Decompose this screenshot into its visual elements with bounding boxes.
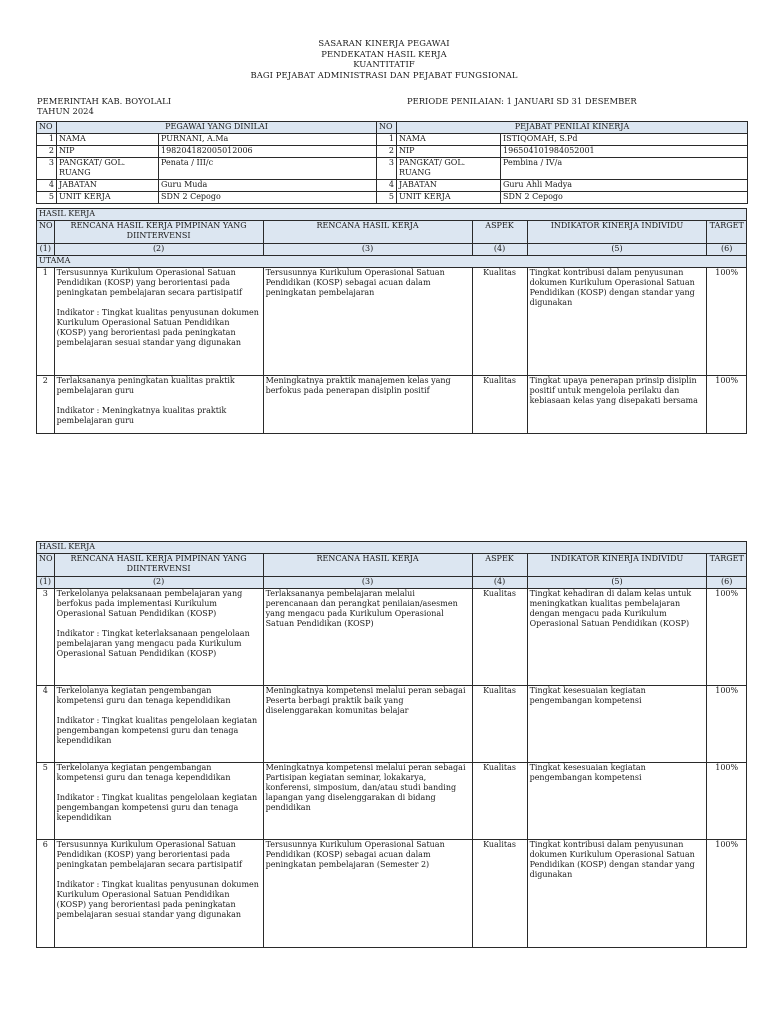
intervention-plan: Terkelolanya pelaksanaan pembelajaran yang berfokus pada implementasi Kurikulum Operasional Satuan Pendidikan (KOSP) Indikator : Tingkat keterlaksanaan pengelolaan pembelajaran yang mengacu pada Kurikulum Operasional Satuan Pendidikan (KOSP)	[54, 589, 263, 686]
row-no: 2	[377, 146, 397, 158]
table-row	[37, 589, 747, 686]
field-label: UNIT KERJA	[397, 192, 501, 204]
column-number: (2)	[54, 244, 263, 256]
column-number: (1)	[37, 244, 55, 256]
section-label: HASIL KERJA	[37, 542, 747, 554]
table-row	[37, 763, 747, 840]
field-label: NIP	[397, 146, 501, 158]
table-row	[37, 376, 747, 434]
column-header: INDIKATOR KINERJA INDIVIDU	[527, 554, 707, 577]
document-title	[0, 38, 768, 80]
target: 100%	[707, 840, 747, 948]
column-header: TARGET	[707, 221, 747, 244]
field-label: NIP	[57, 146, 159, 158]
performance-indicator: Tingkat upaya penerapan prinsip disiplin positif untuk mengelola perilaku dan kebiasaan kelas yang disepakati bersama	[527, 376, 707, 434]
column-number: (3)	[263, 244, 472, 256]
row-no: 6	[37, 840, 55, 948]
intervention-plan: Terkelolanya kegiatan pengembangan kompetensi guru dan tenaga kependidikan Indikator : Tingkat kualitas pengelolaan kegiatan pengembangan kompetensi guru dan tenaga kependidikan	[54, 686, 263, 763]
no-header: NO	[377, 122, 397, 134]
assessor-header: PEJABAT PENILAI KINERJA	[397, 122, 748, 134]
rated-employee-header: PEGAWAI YANG DINILAI	[57, 122, 377, 134]
work-plan: Tersusunnya Kurikulum Operasional Satuan Pendidikan (KOSP) sebagai acuan dalam peningkatan pembelajaran	[263, 268, 472, 376]
column-number: (1)	[37, 577, 55, 589]
rated-value: SDN 2 Cepogo	[159, 192, 377, 204]
title-line: BAGI PEJABAT ADMINISTRASI DAN PEJABAT FUNGSIONAL	[250, 69, 518, 80]
field-label: UNIT KERJA	[57, 192, 159, 204]
aspect: Kualitas	[472, 376, 527, 434]
assessor-value: 196504101984052001	[501, 146, 748, 158]
intervention-plan: Tersusunnya Kurikulum Operasional Satuan Pendidikan (KOSP) yang berorientasi pada peningkatan pembelajaran secara partisipatif Indikator : Tingkat kualitas penyusunan dokumen Kurikulum Operasional Satuan Pendidikan (KOSP) yang berorientasi pada peningkatan pembelajaran sesuai standar yang digunakan	[54, 840, 263, 948]
results-table-continued	[36, 541, 747, 948]
intervention-plan: Tersusunnya Kurikulum Operasional Satuan Pendidikan (KOSP) yang berorientasi pada peningkatan pembelajaran secara partisipatif Indikator : Tingkat kualitas penyusunan dokumen Kurikulum Operasional Satuan Pendidikan (KOSP) yang berorientasi pada peningkatan pembelajaran sesuai standar yang digunakan	[54, 268, 263, 376]
row-no: 3	[37, 158, 57, 180]
target: 100%	[707, 686, 747, 763]
field-label: JABATAN	[397, 180, 501, 192]
aspect: Kualitas	[472, 268, 527, 376]
row-no: 4	[37, 686, 55, 763]
aspect: Kualitas	[472, 763, 527, 840]
people-table	[36, 121, 748, 204]
field-label: JABATAN	[57, 180, 159, 192]
rated-value: Guru Muda	[159, 180, 377, 192]
intervention-plan: Terlaksananya peningkatan kualitas praktik pembelajaran guru Indikator : Meningkatnya kualitas praktik pembelajaran guru	[54, 376, 263, 434]
column-number: (2)	[54, 577, 263, 589]
column-number: (4)	[472, 244, 527, 256]
row-no: 1	[377, 134, 397, 146]
column-header: RENCANA HASIL KERJA PIMPINAN YANG DIINTERVENSI	[54, 221, 263, 244]
assessor-value: ISTIQOMAH, S.Pd	[501, 134, 748, 146]
row-no: 3	[377, 158, 397, 180]
column-number: (5)	[527, 244, 707, 256]
year-label: TAHUN 2024	[37, 106, 94, 116]
rated-value: Penata / III/c	[159, 158, 377, 180]
table-row	[37, 840, 747, 948]
intervention-plan: Terkelolanya kegiatan pengembangan kompetensi guru dan tenaga kependidikan Indikator : Tingkat kualitas pengelolaan kegiatan pengembangan kompetensi guru dan tenaga kependidikan	[54, 763, 263, 840]
column-header: RENCANA HASIL KERJA	[263, 554, 472, 577]
performance-indicator: Tingkat kehadiran di dalam kelas untuk meningkatkan kualitas pembelajaran dengan mengacu pada Kurikulum Operasional Satuan Pendidikan (KOSP)	[527, 589, 707, 686]
row-no: 4	[37, 180, 57, 192]
target: 100%	[707, 589, 747, 686]
column-header: NO	[37, 554, 55, 577]
title-line: PENDEKATAN HASIL KERJA	[321, 48, 447, 59]
aspect: Kualitas	[472, 840, 527, 948]
row-no: 3	[37, 589, 55, 686]
target: 100%	[707, 763, 747, 840]
assessor-value: Pembina / IV/a	[501, 158, 748, 180]
rated-value: 198204182005012006	[159, 146, 377, 158]
field-label: PANGKAT/ GOL. RUANG	[57, 158, 159, 180]
section-label: HASIL KERJA	[37, 209, 747, 221]
table-row	[37, 146, 748, 158]
column-number: (4)	[472, 577, 527, 589]
assessor-value: SDN 2 Cepogo	[501, 192, 748, 204]
row-no: 5	[37, 763, 55, 840]
table-row	[37, 686, 747, 763]
table-row	[37, 134, 748, 146]
column-header: NO	[37, 221, 55, 244]
row-no: 2	[37, 146, 57, 158]
column-number: (5)	[527, 577, 707, 589]
row-no: 1	[37, 134, 57, 146]
work-plan: Tersusunnya Kurikulum Operasional Satuan Pendidikan (KOSP) sebagai acuan dalam peningkatan pembelajaran (Semester 2)	[263, 840, 472, 948]
results-table	[36, 208, 747, 434]
work-plan: Meningkatnya kompetensi melalui peran sebagai Partisipan kegiatan seminar, lokakarya, konferensi, simposium, dan/atau studi banding lapangan yang diselenggarakan di bidang pendidikan	[263, 763, 472, 840]
performance-indicator: Tingkat kontribusi dalam penyusunan dokumen Kurikulum Operasional Satuan Pendidikan (KOSP) dengan standar yang digunakan	[527, 840, 707, 948]
work-plan: Meningkatnya kompetensi melalui peran sebagai Peserta berbagi praktik baik yang diselenggarakan komunitas belajar	[263, 686, 472, 763]
table-row	[37, 158, 748, 180]
aspect: Kualitas	[472, 589, 527, 686]
work-plan: Meningkatnya praktik manajemen kelas yang berfokus pada penerapan disiplin positif	[263, 376, 472, 434]
column-number: (6)	[707, 244, 747, 256]
column-header: INDIKATOR KINERJA INDIVIDU	[527, 221, 707, 244]
no-header: NO	[37, 122, 57, 134]
row-no: 4	[377, 180, 397, 192]
row-no: 1	[37, 268, 55, 376]
performance-indicator: Tingkat kesesuaian kegiatan pengembangan kompetensi	[527, 763, 707, 840]
table-row	[37, 268, 747, 376]
target: 100%	[707, 268, 747, 376]
column-number: (6)	[707, 577, 747, 589]
work-plan: Terlaksananya pembelajaran melalui perencanaan dan perangkat penilaian/asesmen yang mengacu pada Kurikulum Operasional Satuan Pendidikan (KOSP)	[263, 589, 472, 686]
title-line: KUANTITATIF	[353, 59, 415, 69]
column-header: RENCANA HASIL KERJA	[263, 221, 472, 244]
aspect: Kualitas	[472, 686, 527, 763]
agency-name: PEMERINTAH KAB. BOYOLALI	[37, 96, 172, 106]
assessor-value: Guru Ahli Madya	[501, 180, 748, 192]
column-header: RENCANA HASIL KERJA PIMPINAN YANG DIINTERVENSI	[54, 554, 263, 577]
performance-indicator: Tingkat kontribusi dalam penyusunan dokumen Kurikulum Operasional Satuan Pendidikan (KOSP) dengan standar yang digunakan	[527, 268, 707, 376]
rated-value: PURNANI, A.Ma	[159, 134, 377, 146]
column-header: ASPEK	[472, 554, 527, 577]
row-no: 5	[377, 192, 397, 204]
column-header: TARGET	[707, 554, 747, 577]
field-label: NAMA	[57, 134, 159, 146]
assessment-period: PERIODE PENILAIAN: 1 JANUARI SD 31 DESEMBER	[407, 96, 637, 106]
row-no: 5	[37, 192, 57, 204]
field-label: NAMA	[397, 134, 501, 146]
category-label: UTAMA	[37, 256, 747, 268]
field-label: PANGKAT/ GOL. RUANG	[397, 158, 501, 180]
column-header: ASPEK	[472, 221, 527, 244]
title-line: SASARAN KINERJA PEGAWAI	[318, 38, 450, 48]
target: 100%	[707, 376, 747, 434]
table-row	[37, 192, 748, 204]
row-no: 2	[37, 376, 55, 434]
column-number: (3)	[263, 577, 472, 589]
performance-indicator: Tingkat kesesuaian kegiatan pengembangan kompetensi	[527, 686, 707, 763]
table-row	[37, 180, 748, 192]
